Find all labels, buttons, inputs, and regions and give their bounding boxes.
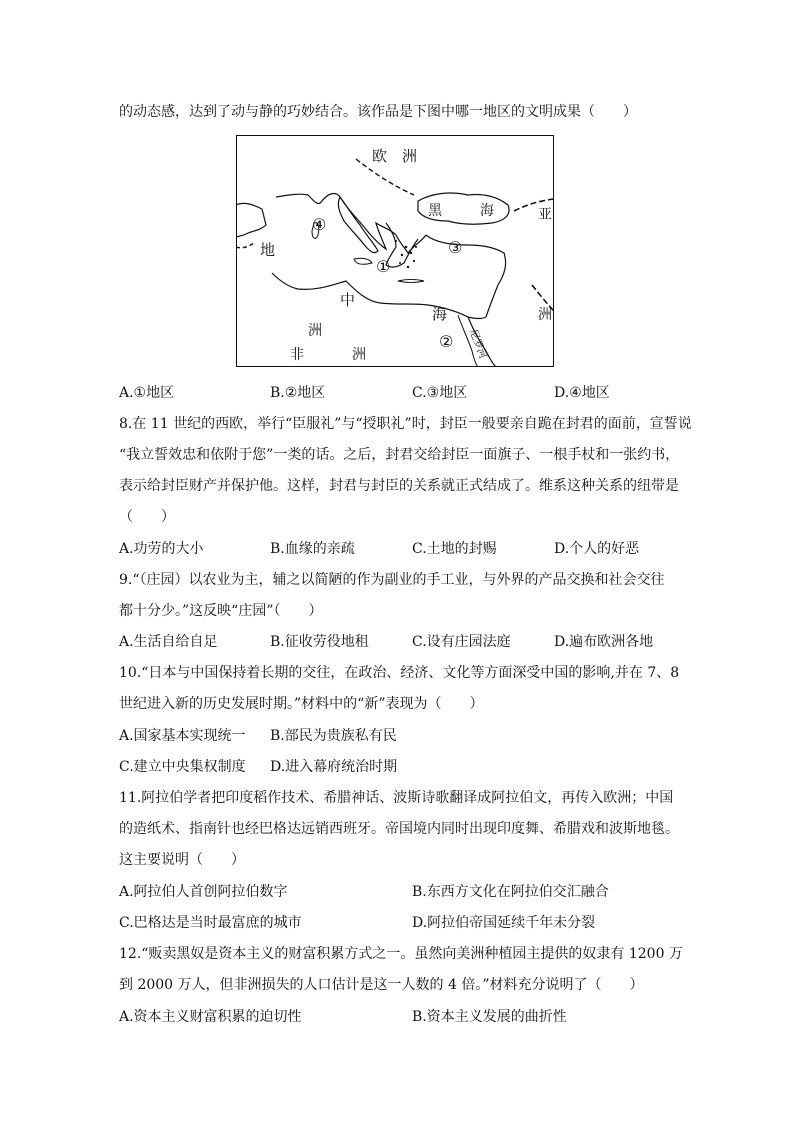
q9-option-b[interactable]: B.征收劳役地租 bbox=[270, 634, 369, 650]
q9-line-2: 都十分少。”这反映“庄园”（ ） bbox=[119, 603, 323, 619]
q10-option-d[interactable]: D.进入幕府统治时期 bbox=[270, 759, 398, 775]
q12-line-2: 到 2000 万人，但非洲损失的人口估计是这一人数的 4 倍。”材料充分说明了（ ） bbox=[119, 977, 644, 993]
q8-line-2: “我立誓效忠和依附于您”一类的话。之后，封君交给封臣一面旗子、一根手杖和一张约书， bbox=[119, 447, 680, 463]
q8-option-d[interactable]: D.个人的好恶 bbox=[554, 541, 640, 557]
q7-option-c[interactable]: C.③地区 bbox=[412, 385, 468, 401]
map-label-med-3: 海 bbox=[432, 305, 448, 323]
map-label-nile: 尼罗河 bbox=[467, 328, 488, 361]
map-label-black-1: 黑 bbox=[428, 203, 442, 219]
q7-option-b[interactable]: B.②地区 bbox=[270, 385, 326, 401]
map-marker-3: ③ bbox=[448, 238, 463, 257]
map-label-africa-3: 洲 bbox=[352, 347, 366, 363]
q11-line-2: 的造纸术、指南针也经巴格达远销西班牙。帝国境内同时出现印度舞、希腊戏和波斯地毯。 bbox=[119, 821, 679, 837]
map-label-asia-2: 洲 bbox=[538, 307, 552, 323]
mediterranean-map bbox=[236, 135, 554, 367]
q12-option-b[interactable]: B.资本主义发展的曲折性 bbox=[412, 1009, 567, 1025]
q9-line-1: 9.“（庄园）以农业为主，辅之以简陋的作为副业的手工业，与外界的产品交换和社会交往 bbox=[119, 572, 665, 588]
map-label-black-2: 海 bbox=[480, 203, 494, 219]
q8-line-3: 表示给封臣财产并保护他。这样，封君与封臣的关系就正式结成了。维系这种关系的纽带是 bbox=[119, 478, 679, 494]
q9-option-d[interactable]: D.遍布欧洲各地 bbox=[554, 634, 654, 650]
q11-line-3: 这主要说明（ ） bbox=[119, 852, 245, 868]
q11-option-c[interactable]: C.巴格达是当时最富庶的城市 bbox=[119, 915, 302, 931]
map-marker-1: ① bbox=[376, 257, 391, 276]
map-frame bbox=[237, 136, 554, 367]
map-label-med-1: 地 bbox=[260, 241, 276, 259]
q9-option-c[interactable]: C.设有庄园法庭 bbox=[412, 634, 511, 650]
q10-option-c[interactable]: C.建立中央集权制度 bbox=[119, 759, 246, 775]
q8-option-c[interactable]: C.土地的封赐 bbox=[412, 541, 497, 557]
q7-option-d[interactable]: D.④地区 bbox=[554, 385, 610, 401]
q10-option-b[interactable]: B.部民为贵族私有民 bbox=[270, 728, 397, 744]
q11-option-b[interactable]: B.东西方文化在阿拉伯交汇融合 bbox=[412, 884, 609, 900]
q12-line-1: 12.“贩卖黑奴是资本主义的财富积累方式之一。虽然向美洲种植园主提供的奴隶有 1200 万 bbox=[119, 946, 683, 962]
map-label-africa-1: 洲 bbox=[308, 323, 322, 339]
q8-option-a[interactable]: A.功劳的大小 bbox=[119, 541, 204, 557]
map-label-africa-2: 非 bbox=[290, 347, 304, 363]
q11-line-1: 11.阿拉伯学者把印度稻作技术、希腊神话、波斯诗歌翻译成阿拉伯文，再传入欧洲；中国 bbox=[119, 790, 674, 806]
q10-line-1: 10.“日本与中国保持着长期的交往，在政治、经济、文化等方面深受中国的影响,并在 7、8 bbox=[119, 665, 680, 681]
q10-line-2: 世纪进入新的历史发展时期。”材料中的“新”表现为（ ） bbox=[119, 696, 484, 712]
map-label-europe: 欧 洲 bbox=[372, 147, 418, 165]
q11-option-d[interactable]: D.阿拉伯帝国延续千年未分裂 bbox=[412, 915, 596, 931]
map-marker-4: ④ bbox=[312, 215, 327, 234]
intro-line: 的动态感，达到了动与静的巧妙结合。该作品是下图中哪一地区的文明成果（ ） bbox=[119, 104, 637, 120]
q12-option-a[interactable]: A.资本主义财富积累的迫切性 bbox=[119, 1009, 302, 1025]
q11-option-a[interactable]: A.阿拉伯人首创阿拉伯数字 bbox=[119, 884, 288, 900]
q8-option-b[interactable]: B.血缘的亲疏 bbox=[270, 541, 355, 557]
q10-option-a[interactable]: A.国家基本实现统一 bbox=[119, 728, 246, 744]
q7-option-a[interactable]: A.①地区 bbox=[119, 385, 175, 401]
map-marker-2: ② bbox=[439, 332, 454, 351]
q9-option-a[interactable]: A.生活自给自足 bbox=[119, 634, 218, 650]
q8-line-4: （ ） bbox=[119, 509, 175, 525]
q8-line-1: 8.在 11 世纪的西欧，举行“臣服礼”与“授职礼”时，封臣一般要亲自跪在封君的面前，宣誓说 bbox=[119, 416, 692, 432]
map-label-asia-1: 亚 bbox=[538, 207, 552, 223]
map-label-med-2: 中 bbox=[340, 291, 356, 309]
